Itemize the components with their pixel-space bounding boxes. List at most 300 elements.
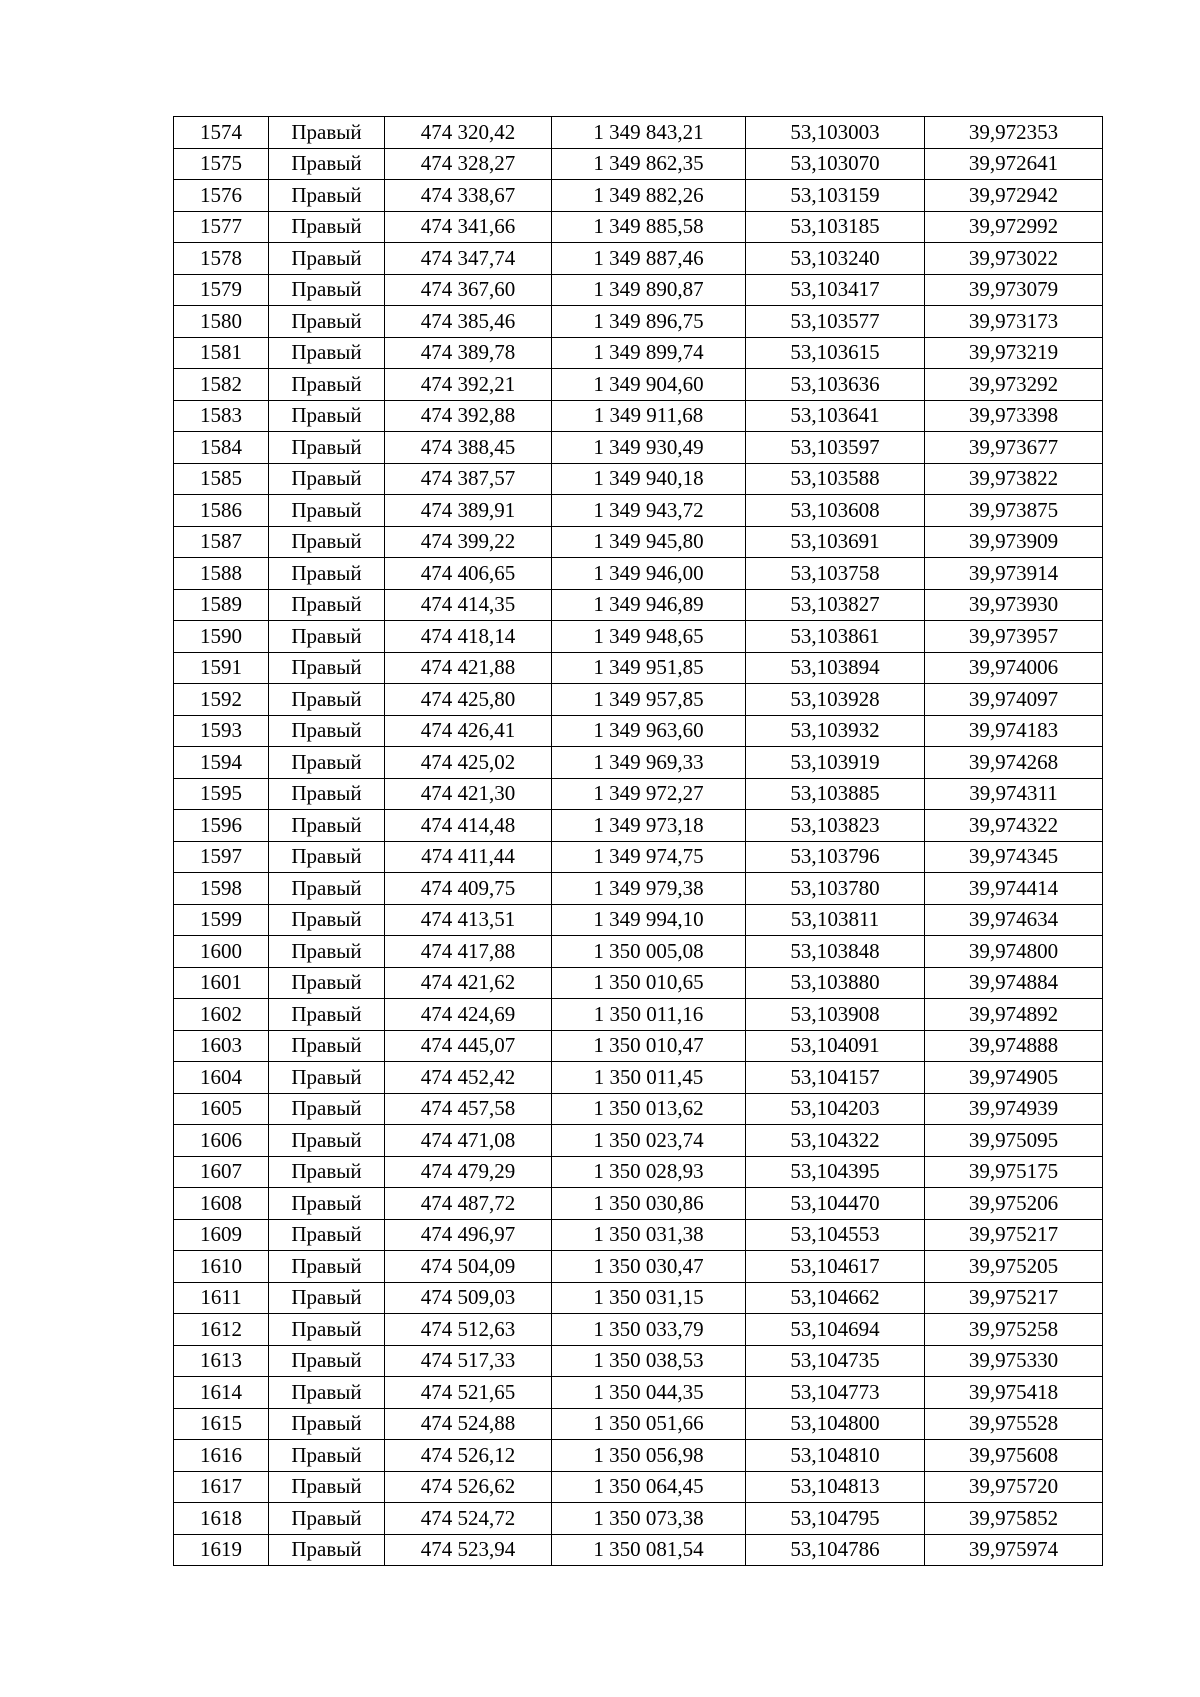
y-coordinate-cell: 1 349 882,26 (552, 180, 746, 212)
table-row (174, 432, 1103, 464)
x-coordinate-cell: 474 421,88 (385, 652, 552, 684)
longitude-cell: 39,973022 (925, 243, 1103, 275)
table-row (174, 1503, 1103, 1535)
latitude-cell: 53,103417 (746, 274, 925, 306)
point-number-cell: 1618 (174, 1503, 269, 1535)
x-coordinate-cell: 474 526,62 (385, 1471, 552, 1503)
x-coordinate-cell: 474 389,91 (385, 495, 552, 527)
latitude-cell: 53,103691 (746, 526, 925, 558)
y-coordinate-cell: 1 350 013,62 (552, 1093, 746, 1125)
table-row (174, 148, 1103, 180)
y-coordinate-cell: 1 349 946,00 (552, 558, 746, 590)
longitude-cell: 39,975974 (925, 1534, 1103, 1566)
latitude-cell: 53,103636 (746, 369, 925, 401)
point-number-cell: 1601 (174, 967, 269, 999)
y-coordinate-cell: 1 350 031,15 (552, 1282, 746, 1314)
y-coordinate-cell: 1 349 911,68 (552, 400, 746, 432)
y-coordinate-cell: 1 349 963,60 (552, 715, 746, 747)
bank-side-cell: Правый (269, 243, 385, 275)
y-coordinate-cell: 1 349 973,18 (552, 810, 746, 842)
x-coordinate-cell: 474 320,42 (385, 117, 552, 149)
x-coordinate-cell: 474 399,22 (385, 526, 552, 558)
table-row (174, 400, 1103, 432)
table-row (174, 1188, 1103, 1220)
longitude-cell: 39,974892 (925, 999, 1103, 1031)
coordinates-table-body (174, 117, 1103, 1566)
point-number-cell: 1576 (174, 180, 269, 212)
bank-side-cell: Правый (269, 369, 385, 401)
point-number-cell: 1596 (174, 810, 269, 842)
y-coordinate-cell: 1 349 969,33 (552, 747, 746, 779)
x-coordinate-cell: 474 521,65 (385, 1377, 552, 1409)
x-coordinate-cell: 474 418,14 (385, 621, 552, 653)
y-coordinate-cell: 1 350 033,79 (552, 1314, 746, 1346)
latitude-cell: 53,103588 (746, 463, 925, 495)
point-number-cell: 1602 (174, 999, 269, 1031)
table-row (174, 1251, 1103, 1283)
x-coordinate-cell: 474 413,51 (385, 904, 552, 936)
bank-side-cell: Правый (269, 873, 385, 905)
bank-side-cell: Правый (269, 621, 385, 653)
y-coordinate-cell: 1 349 940,18 (552, 463, 746, 495)
y-coordinate-cell: 1 349 899,74 (552, 337, 746, 369)
bank-side-cell: Правый (269, 810, 385, 842)
latitude-cell: 53,103780 (746, 873, 925, 905)
latitude-cell: 53,103615 (746, 337, 925, 369)
point-number-cell: 1577 (174, 211, 269, 243)
table-row (174, 778, 1103, 810)
x-coordinate-cell: 474 417,88 (385, 936, 552, 968)
longitude-cell: 39,974006 (925, 652, 1103, 684)
point-number-cell: 1594 (174, 747, 269, 779)
longitude-cell: 39,974884 (925, 967, 1103, 999)
table-row (174, 967, 1103, 999)
bank-side-cell: Правый (269, 1093, 385, 1125)
y-coordinate-cell: 1 349 843,21 (552, 117, 746, 149)
point-number-cell: 1597 (174, 841, 269, 873)
y-coordinate-cell: 1 349 896,75 (552, 306, 746, 338)
point-number-cell: 1587 (174, 526, 269, 558)
y-coordinate-cell: 1 349 943,72 (552, 495, 746, 527)
x-coordinate-cell: 474 452,42 (385, 1062, 552, 1094)
y-coordinate-cell: 1 350 030,47 (552, 1251, 746, 1283)
point-number-cell: 1595 (174, 778, 269, 810)
bank-side-cell: Правый (269, 1282, 385, 1314)
y-coordinate-cell: 1 349 951,85 (552, 652, 746, 684)
latitude-cell: 53,104203 (746, 1093, 925, 1125)
longitude-cell: 39,975330 (925, 1345, 1103, 1377)
x-coordinate-cell: 474 421,30 (385, 778, 552, 810)
bank-side-cell: Правый (269, 148, 385, 180)
y-coordinate-cell: 1 350 056,98 (552, 1440, 746, 1472)
y-coordinate-cell: 1 350 051,66 (552, 1408, 746, 1440)
longitude-cell: 39,974800 (925, 936, 1103, 968)
table-row (174, 1030, 1103, 1062)
y-coordinate-cell: 1 349 887,46 (552, 243, 746, 275)
x-coordinate-cell: 474 409,75 (385, 873, 552, 905)
point-number-cell: 1575 (174, 148, 269, 180)
x-coordinate-cell: 474 406,65 (385, 558, 552, 590)
longitude-cell: 39,974939 (925, 1093, 1103, 1125)
longitude-cell: 39,975418 (925, 1377, 1103, 1409)
table-row (174, 463, 1103, 495)
longitude-cell: 39,973822 (925, 463, 1103, 495)
y-coordinate-cell: 1 350 005,08 (552, 936, 746, 968)
point-number-cell: 1593 (174, 715, 269, 747)
latitude-cell: 53,103894 (746, 652, 925, 684)
latitude-cell: 53,103848 (746, 936, 925, 968)
y-coordinate-cell: 1 350 081,54 (552, 1534, 746, 1566)
x-coordinate-cell: 474 414,48 (385, 810, 552, 842)
table-row (174, 369, 1103, 401)
latitude-cell: 53,104395 (746, 1156, 925, 1188)
latitude-cell: 53,103928 (746, 684, 925, 716)
bank-side-cell: Правый (269, 1471, 385, 1503)
latitude-cell: 53,103811 (746, 904, 925, 936)
longitude-cell: 39,974097 (925, 684, 1103, 716)
x-coordinate-cell: 474 496,97 (385, 1219, 552, 1251)
x-coordinate-cell: 474 388,45 (385, 432, 552, 464)
bank-side-cell: Правый (269, 967, 385, 999)
bank-side-cell: Правый (269, 306, 385, 338)
bank-side-cell: Правый (269, 117, 385, 149)
point-number-cell: 1614 (174, 1377, 269, 1409)
x-coordinate-cell: 474 524,72 (385, 1503, 552, 1535)
bank-side-cell: Правый (269, 337, 385, 369)
longitude-cell: 39,974345 (925, 841, 1103, 873)
table-row (174, 117, 1103, 149)
latitude-cell: 53,103003 (746, 117, 925, 149)
bank-side-cell: Правый (269, 1408, 385, 1440)
y-coordinate-cell: 1 350 028,93 (552, 1156, 746, 1188)
table-row (174, 526, 1103, 558)
longitude-cell: 39,973398 (925, 400, 1103, 432)
longitude-cell: 39,975528 (925, 1408, 1103, 1440)
bank-side-cell: Правый (269, 1030, 385, 1062)
table-row (174, 1156, 1103, 1188)
table-row (174, 1219, 1103, 1251)
point-number-cell: 1581 (174, 337, 269, 369)
longitude-cell: 39,975720 (925, 1471, 1103, 1503)
point-number-cell: 1586 (174, 495, 269, 527)
bank-side-cell: Правый (269, 1440, 385, 1472)
longitude-cell: 39,974888 (925, 1030, 1103, 1062)
x-coordinate-cell: 474 425,02 (385, 747, 552, 779)
table-row (174, 337, 1103, 369)
table-row (174, 589, 1103, 621)
table-row (174, 652, 1103, 684)
x-coordinate-cell: 474 512,63 (385, 1314, 552, 1346)
y-coordinate-cell: 1 349 945,80 (552, 526, 746, 558)
table-row (174, 715, 1103, 747)
point-number-cell: 1607 (174, 1156, 269, 1188)
point-number-cell: 1608 (174, 1188, 269, 1220)
table-row (174, 274, 1103, 306)
latitude-cell: 53,103908 (746, 999, 925, 1031)
longitude-cell: 39,973930 (925, 589, 1103, 621)
x-coordinate-cell: 474 338,67 (385, 180, 552, 212)
longitude-cell: 39,975608 (925, 1440, 1103, 1472)
y-coordinate-cell: 1 350 064,45 (552, 1471, 746, 1503)
y-coordinate-cell: 1 350 030,86 (552, 1188, 746, 1220)
y-coordinate-cell: 1 349 890,87 (552, 274, 746, 306)
x-coordinate-cell: 474 524,88 (385, 1408, 552, 1440)
x-coordinate-cell: 474 471,08 (385, 1125, 552, 1157)
point-number-cell: 1583 (174, 400, 269, 432)
latitude-cell: 53,103861 (746, 621, 925, 653)
x-coordinate-cell: 474 387,57 (385, 463, 552, 495)
bank-side-cell: Правый (269, 400, 385, 432)
bank-side-cell: Правый (269, 180, 385, 212)
point-number-cell: 1610 (174, 1251, 269, 1283)
x-coordinate-cell: 474 526,12 (385, 1440, 552, 1472)
y-coordinate-cell: 1 349 946,89 (552, 589, 746, 621)
longitude-cell: 39,973292 (925, 369, 1103, 401)
bank-side-cell: Правый (269, 652, 385, 684)
longitude-cell: 39,974183 (925, 715, 1103, 747)
longitude-cell: 39,975206 (925, 1188, 1103, 1220)
table-row (174, 936, 1103, 968)
x-coordinate-cell: 474 367,60 (385, 274, 552, 306)
x-coordinate-cell: 474 414,35 (385, 589, 552, 621)
longitude-cell: 39,975852 (925, 1503, 1103, 1535)
point-number-cell: 1605 (174, 1093, 269, 1125)
latitude-cell: 53,103880 (746, 967, 925, 999)
bank-side-cell: Правый (269, 1345, 385, 1377)
point-number-cell: 1588 (174, 558, 269, 590)
longitude-cell: 39,974414 (925, 873, 1103, 905)
x-coordinate-cell: 474 487,72 (385, 1188, 552, 1220)
bank-side-cell: Правый (269, 1503, 385, 1535)
table-row (174, 841, 1103, 873)
point-number-cell: 1592 (174, 684, 269, 716)
bank-side-cell: Правый (269, 211, 385, 243)
latitude-cell: 53,103641 (746, 400, 925, 432)
table-row (174, 1471, 1103, 1503)
y-coordinate-cell: 1 349 904,60 (552, 369, 746, 401)
bank-side-cell: Правый (269, 558, 385, 590)
latitude-cell: 53,103823 (746, 810, 925, 842)
table-row (174, 1125, 1103, 1157)
point-number-cell: 1613 (174, 1345, 269, 1377)
y-coordinate-cell: 1 349 957,85 (552, 684, 746, 716)
latitude-cell: 53,103827 (746, 589, 925, 621)
latitude-cell: 53,103240 (746, 243, 925, 275)
table-row (174, 621, 1103, 653)
latitude-cell: 53,103919 (746, 747, 925, 779)
table-row (174, 1345, 1103, 1377)
table-row (174, 904, 1103, 936)
table-row (174, 1062, 1103, 1094)
table-row (174, 558, 1103, 590)
bank-side-cell: Правый (269, 1314, 385, 1346)
table-row (174, 211, 1103, 243)
point-number-cell: 1589 (174, 589, 269, 621)
x-coordinate-cell: 474 479,29 (385, 1156, 552, 1188)
table-row (174, 1408, 1103, 1440)
point-number-cell: 1578 (174, 243, 269, 275)
x-coordinate-cell: 474 509,03 (385, 1282, 552, 1314)
longitude-cell: 39,974634 (925, 904, 1103, 936)
latitude-cell: 53,104553 (746, 1219, 925, 1251)
longitude-cell: 39,973957 (925, 621, 1103, 653)
bank-side-cell: Правый (269, 1377, 385, 1409)
latitude-cell: 53,103070 (746, 148, 925, 180)
point-number-cell: 1603 (174, 1030, 269, 1062)
y-coordinate-cell: 1 350 044,35 (552, 1377, 746, 1409)
y-coordinate-cell: 1 349 948,65 (552, 621, 746, 653)
point-number-cell: 1612 (174, 1314, 269, 1346)
x-coordinate-cell: 474 504,09 (385, 1251, 552, 1283)
bank-side-cell: Правый (269, 684, 385, 716)
table-row (174, 1377, 1103, 1409)
y-coordinate-cell: 1 349 979,38 (552, 873, 746, 905)
point-number-cell: 1606 (174, 1125, 269, 1157)
longitude-cell: 39,973909 (925, 526, 1103, 558)
point-number-cell: 1590 (174, 621, 269, 653)
bank-side-cell: Правый (269, 1219, 385, 1251)
longitude-cell: 39,975175 (925, 1156, 1103, 1188)
y-coordinate-cell: 1 350 031,38 (552, 1219, 746, 1251)
table-row (174, 1534, 1103, 1566)
bank-side-cell: Правый (269, 904, 385, 936)
bank-side-cell: Правый (269, 1534, 385, 1566)
bank-side-cell: Правый (269, 1156, 385, 1188)
point-number-cell: 1619 (174, 1534, 269, 1566)
longitude-cell: 39,972353 (925, 117, 1103, 149)
table-row (174, 1440, 1103, 1472)
coordinates-table (173, 116, 1103, 1566)
point-number-cell: 1591 (174, 652, 269, 684)
point-number-cell: 1574 (174, 117, 269, 149)
point-number-cell: 1580 (174, 306, 269, 338)
latitude-cell: 53,103185 (746, 211, 925, 243)
point-number-cell: 1616 (174, 1440, 269, 1472)
x-coordinate-cell: 474 523,94 (385, 1534, 552, 1566)
latitude-cell: 53,103159 (746, 180, 925, 212)
y-coordinate-cell: 1 350 011,16 (552, 999, 746, 1031)
y-coordinate-cell: 1 350 010,47 (552, 1030, 746, 1062)
longitude-cell: 39,975217 (925, 1219, 1103, 1251)
bank-side-cell: Правый (269, 999, 385, 1031)
latitude-cell: 53,103597 (746, 432, 925, 464)
longitude-cell: 39,973079 (925, 274, 1103, 306)
y-coordinate-cell: 1 349 972,27 (552, 778, 746, 810)
x-coordinate-cell: 474 426,41 (385, 715, 552, 747)
latitude-cell: 53,104470 (746, 1188, 925, 1220)
longitude-cell: 39,972942 (925, 180, 1103, 212)
latitude-cell: 53,103577 (746, 306, 925, 338)
table-row (174, 180, 1103, 212)
longitude-cell: 39,975258 (925, 1314, 1103, 1346)
x-coordinate-cell: 474 517,33 (385, 1345, 552, 1377)
bank-side-cell: Правый (269, 526, 385, 558)
table-row (174, 999, 1103, 1031)
bank-side-cell: Правый (269, 1188, 385, 1220)
point-number-cell: 1611 (174, 1282, 269, 1314)
x-coordinate-cell: 474 425,80 (385, 684, 552, 716)
latitude-cell: 53,103608 (746, 495, 925, 527)
bank-side-cell: Правый (269, 463, 385, 495)
table-row (174, 1093, 1103, 1125)
bank-side-cell: Правый (269, 841, 385, 873)
y-coordinate-cell: 1 350 010,65 (552, 967, 746, 999)
latitude-cell: 53,103796 (746, 841, 925, 873)
latitude-cell: 53,103885 (746, 778, 925, 810)
bank-side-cell: Правый (269, 1062, 385, 1094)
longitude-cell: 39,973173 (925, 306, 1103, 338)
latitude-cell: 53,103758 (746, 558, 925, 590)
y-coordinate-cell: 1 349 930,49 (552, 432, 746, 464)
point-number-cell: 1584 (174, 432, 269, 464)
point-number-cell: 1598 (174, 873, 269, 905)
point-number-cell: 1615 (174, 1408, 269, 1440)
x-coordinate-cell: 474 328,27 (385, 148, 552, 180)
x-coordinate-cell: 474 341,66 (385, 211, 552, 243)
x-coordinate-cell: 474 457,58 (385, 1093, 552, 1125)
table-row (174, 810, 1103, 842)
x-coordinate-cell: 474 385,46 (385, 306, 552, 338)
bank-side-cell: Правый (269, 747, 385, 779)
point-number-cell: 1604 (174, 1062, 269, 1094)
longitude-cell: 39,974905 (925, 1062, 1103, 1094)
x-coordinate-cell: 474 421,62 (385, 967, 552, 999)
bank-side-cell: Правый (269, 432, 385, 464)
longitude-cell: 39,972641 (925, 148, 1103, 180)
table-row (174, 747, 1103, 779)
longitude-cell: 39,972992 (925, 211, 1103, 243)
latitude-cell: 53,104694 (746, 1314, 925, 1346)
longitude-cell: 39,975095 (925, 1125, 1103, 1157)
longitude-cell: 39,974322 (925, 810, 1103, 842)
table-row (174, 243, 1103, 275)
table-row (174, 1314, 1103, 1346)
latitude-cell: 53,104662 (746, 1282, 925, 1314)
longitude-cell: 39,975217 (925, 1282, 1103, 1314)
table-row (174, 873, 1103, 905)
latitude-cell: 53,104813 (746, 1471, 925, 1503)
longitude-cell: 39,973219 (925, 337, 1103, 369)
bank-side-cell: Правый (269, 715, 385, 747)
bank-side-cell: Правый (269, 1251, 385, 1283)
point-number-cell: 1617 (174, 1471, 269, 1503)
latitude-cell: 53,104322 (746, 1125, 925, 1157)
longitude-cell: 39,973875 (925, 495, 1103, 527)
latitude-cell: 53,104795 (746, 1503, 925, 1535)
y-coordinate-cell: 1 350 011,45 (552, 1062, 746, 1094)
y-coordinate-cell: 1 350 023,74 (552, 1125, 746, 1157)
table-row (174, 495, 1103, 527)
latitude-cell: 53,103932 (746, 715, 925, 747)
point-number-cell: 1582 (174, 369, 269, 401)
y-coordinate-cell: 1 350 038,53 (552, 1345, 746, 1377)
x-coordinate-cell: 474 445,07 (385, 1030, 552, 1062)
point-number-cell: 1585 (174, 463, 269, 495)
longitude-cell: 39,973914 (925, 558, 1103, 590)
table-row (174, 306, 1103, 338)
latitude-cell: 53,104810 (746, 1440, 925, 1472)
table-row (174, 684, 1103, 716)
latitude-cell: 53,104773 (746, 1377, 925, 1409)
bank-side-cell: Правый (269, 589, 385, 621)
bank-side-cell: Правый (269, 495, 385, 527)
x-coordinate-cell: 474 411,44 (385, 841, 552, 873)
latitude-cell: 53,104617 (746, 1251, 925, 1283)
latitude-cell: 53,104800 (746, 1408, 925, 1440)
longitude-cell: 39,973677 (925, 432, 1103, 464)
y-coordinate-cell: 1 350 073,38 (552, 1503, 746, 1535)
table-row (174, 1282, 1103, 1314)
